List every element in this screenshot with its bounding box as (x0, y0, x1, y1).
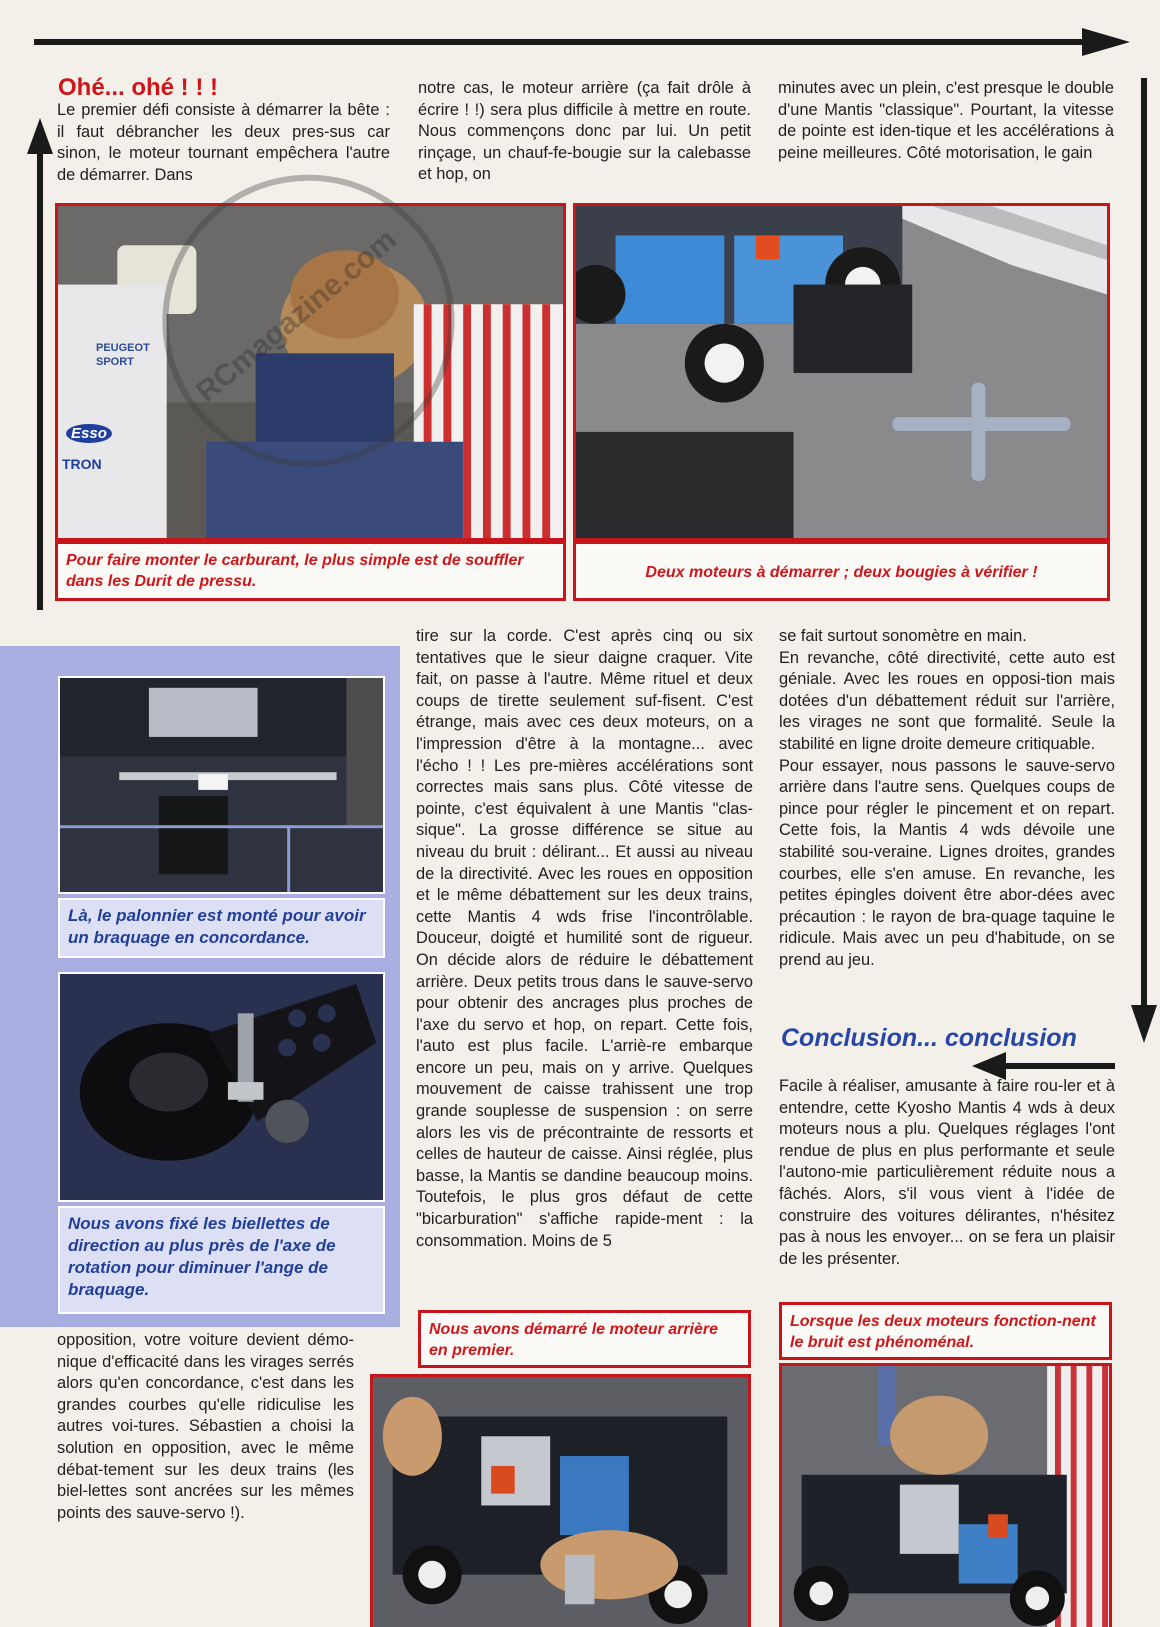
top-arrow-line (34, 39, 1090, 45)
car-body-sponsor-text: PEUGEOT SPORT (96, 342, 150, 368)
car-body-logo-esso: Esso (66, 424, 112, 443)
col1-bottom-text: opposition, votre voiture devient démo-nique d'efficacité dans les virages serrés alors qu'en concordance, c'est dans les grandes courbes qu'elle ridiculise les autres voi-tures. Sébastien a choisi la solution en opposition, avec le même débat-tement sur les deux trains (les biel-lettes sont ancrées sur les mêmes points des sauve-servo !). (57, 1331, 354, 1522)
col3-paragraph-1: se fait surtout sonomètre en main. (779, 627, 1027, 645)
col1-top-text: Le premier défi consiste à démarrer la bête : il faut débrancher les deux pres-sus car sinon, le moteur tournant empêchera l'autre de démarrer. Dans (57, 101, 390, 184)
conclusion-text: Facile à réaliser, amusante à faire rou-ler et à entendre, cette Kyosho Mantis 4 wds à deux moteurs nous a plu. Quelques réglages l'ont rendue de plus en plus performante et seule l'autono-mie particulièrement réduite nous a fâchés. Alors, s'il vous vient à l'idée de construire des voitures délirantes, n'hésitez pas à nous les envoyer... on se fera un plaisir de les présenter. (779, 1077, 1115, 1268)
col2-middle-text: tire sur la corde. C'est après cinq ou six tentatives que le sieur daigne craquer. Vite fait, on passe à l'autre. Même rituel et deux coups de tirette seulement suf-fisent. C'est étrange, mais avec ces deux moteurs, on a l'impression d'être à la montagne... avec l'écho ! ! Les pre-mières accélérations sont correctes mais sans plus. Côté vitesse de pointe, c'est équivalent à une Mantis "clas-sique". La grosse différence se situe au niveau du bruit : délirant... Et aussi au niveau de la directivité. Avec les roues en opposition et le même débattement sur les deux trains, cette Mantis 4 wds frise l'incontrôlable. Douceur, doigté et humilité sont de rigueur. On décide alors de réduire le débattement arrière. Deux petits trous dans le sauve-servo pour obtenir des ancrages plus proches de l'axe du servo et hop, on repart. Cette fois, l'auto est plus facile. L'arriè-re embarque encore un peu, mais on y arrive. Quelques mouvement de caisse trahissent une trop grande souplesse de suspension : on serre alors les vis de précontrainte de ressorts et celles de hauteur de caisse. Ainsi réglée, plus basse, la Mantis se dandine beaucoup moins. Toutefois, le plus gros défaut de cette "bicarburation" s'affiche rapide-ment : la consommation. Moins de 5 (416, 627, 753, 1250)
col3-top-text: minutes avec un plein, c'est presque le double d'une Mantis "classique". Pourtant, la vitesse de pointe est iden-tique et les accélérations à peine meilleures. Côté motorisation, le gain (778, 79, 1114, 162)
car-body-logo-tron: TRON (62, 456, 102, 472)
section-headline: Ohé... ohé ! ! ! (58, 74, 218, 101)
conclusion-heading: Conclusion... conclusion (781, 1024, 1077, 1052)
left-arrow-head-icon (27, 118, 53, 154)
col2-top-text: notre cas, le moteur arrière (ça fait drôle à écrire ! !) sera plus difficile à mettre en route. Nous commençons donc par lui. Un petit rinçage, un chauf-fe-bougie sur la calebasse et hop, on (418, 79, 751, 184)
caption-noise: Lorsque les deux moteurs fonction-nent le bruit est phénoménal. (779, 1302, 1112, 1360)
left-arrow-line (37, 150, 43, 610)
watermark-text: RCmagazine.com (190, 222, 403, 409)
photo-servo-saver (58, 972, 385, 1202)
col3-middle-text (779, 626, 1115, 972)
col3-paragraph-3: Pour essayer, nous passons le sauve-servo arrière dans l'autre sens. Quelques coups de pince pour régler le pincement et on repart. Cette fois, la Mantis 4 wds dévoile une stabilité sou-veraine. Lignes droites, grandes courbes, elle s'en amuse. En revanche, les petites épingles doivent être abor-dées avec précaution : le rayon de bra-quage taquine le ridicule. Mais avec un peu d'habitude, on se prend au jeu. (779, 756, 1115, 969)
photo-car-caption: Deux moteurs à démarrer ; deux bougies à vérifier ! (573, 541, 1110, 601)
conclusion-arrow-line (1000, 1063, 1115, 1069)
photo-man-caption: Pour faire monter le carburant, le plus simple est de souffler dans les Durit de pressu. (55, 541, 566, 601)
right-arrow-head-icon (1131, 1005, 1157, 1043)
photo-two-engines-running (779, 1363, 1112, 1627)
photo-servo-linkage (58, 676, 385, 894)
photo-car-two-engines (573, 203, 1110, 541)
col3-paragraph-2: En revanche, côté directivité, cette auto est géniale. Avec les roues en opposi-tion mais dotées d'un débattement réduit sur l'arrière, les virages ne sont que formalité. Seule la stabilité en ligne droite demeure critiquable. (779, 648, 1115, 753)
right-arrow-line (1141, 78, 1147, 1013)
side-caption-1: Là, le palonnier est monté pour avoir un braquage en concordance. (58, 898, 385, 958)
photo-rear-engine-start (370, 1374, 751, 1627)
top-arrow-head-icon (1082, 28, 1130, 56)
caption-rear-engine: Nous avons démarré le moteur arrière en premier. (418, 1310, 751, 1368)
side-caption-2: Nous avons fixé les biellettes de direction au plus près de l'axe de rotation pour diminuer l'ange de braquage. (58, 1206, 385, 1314)
